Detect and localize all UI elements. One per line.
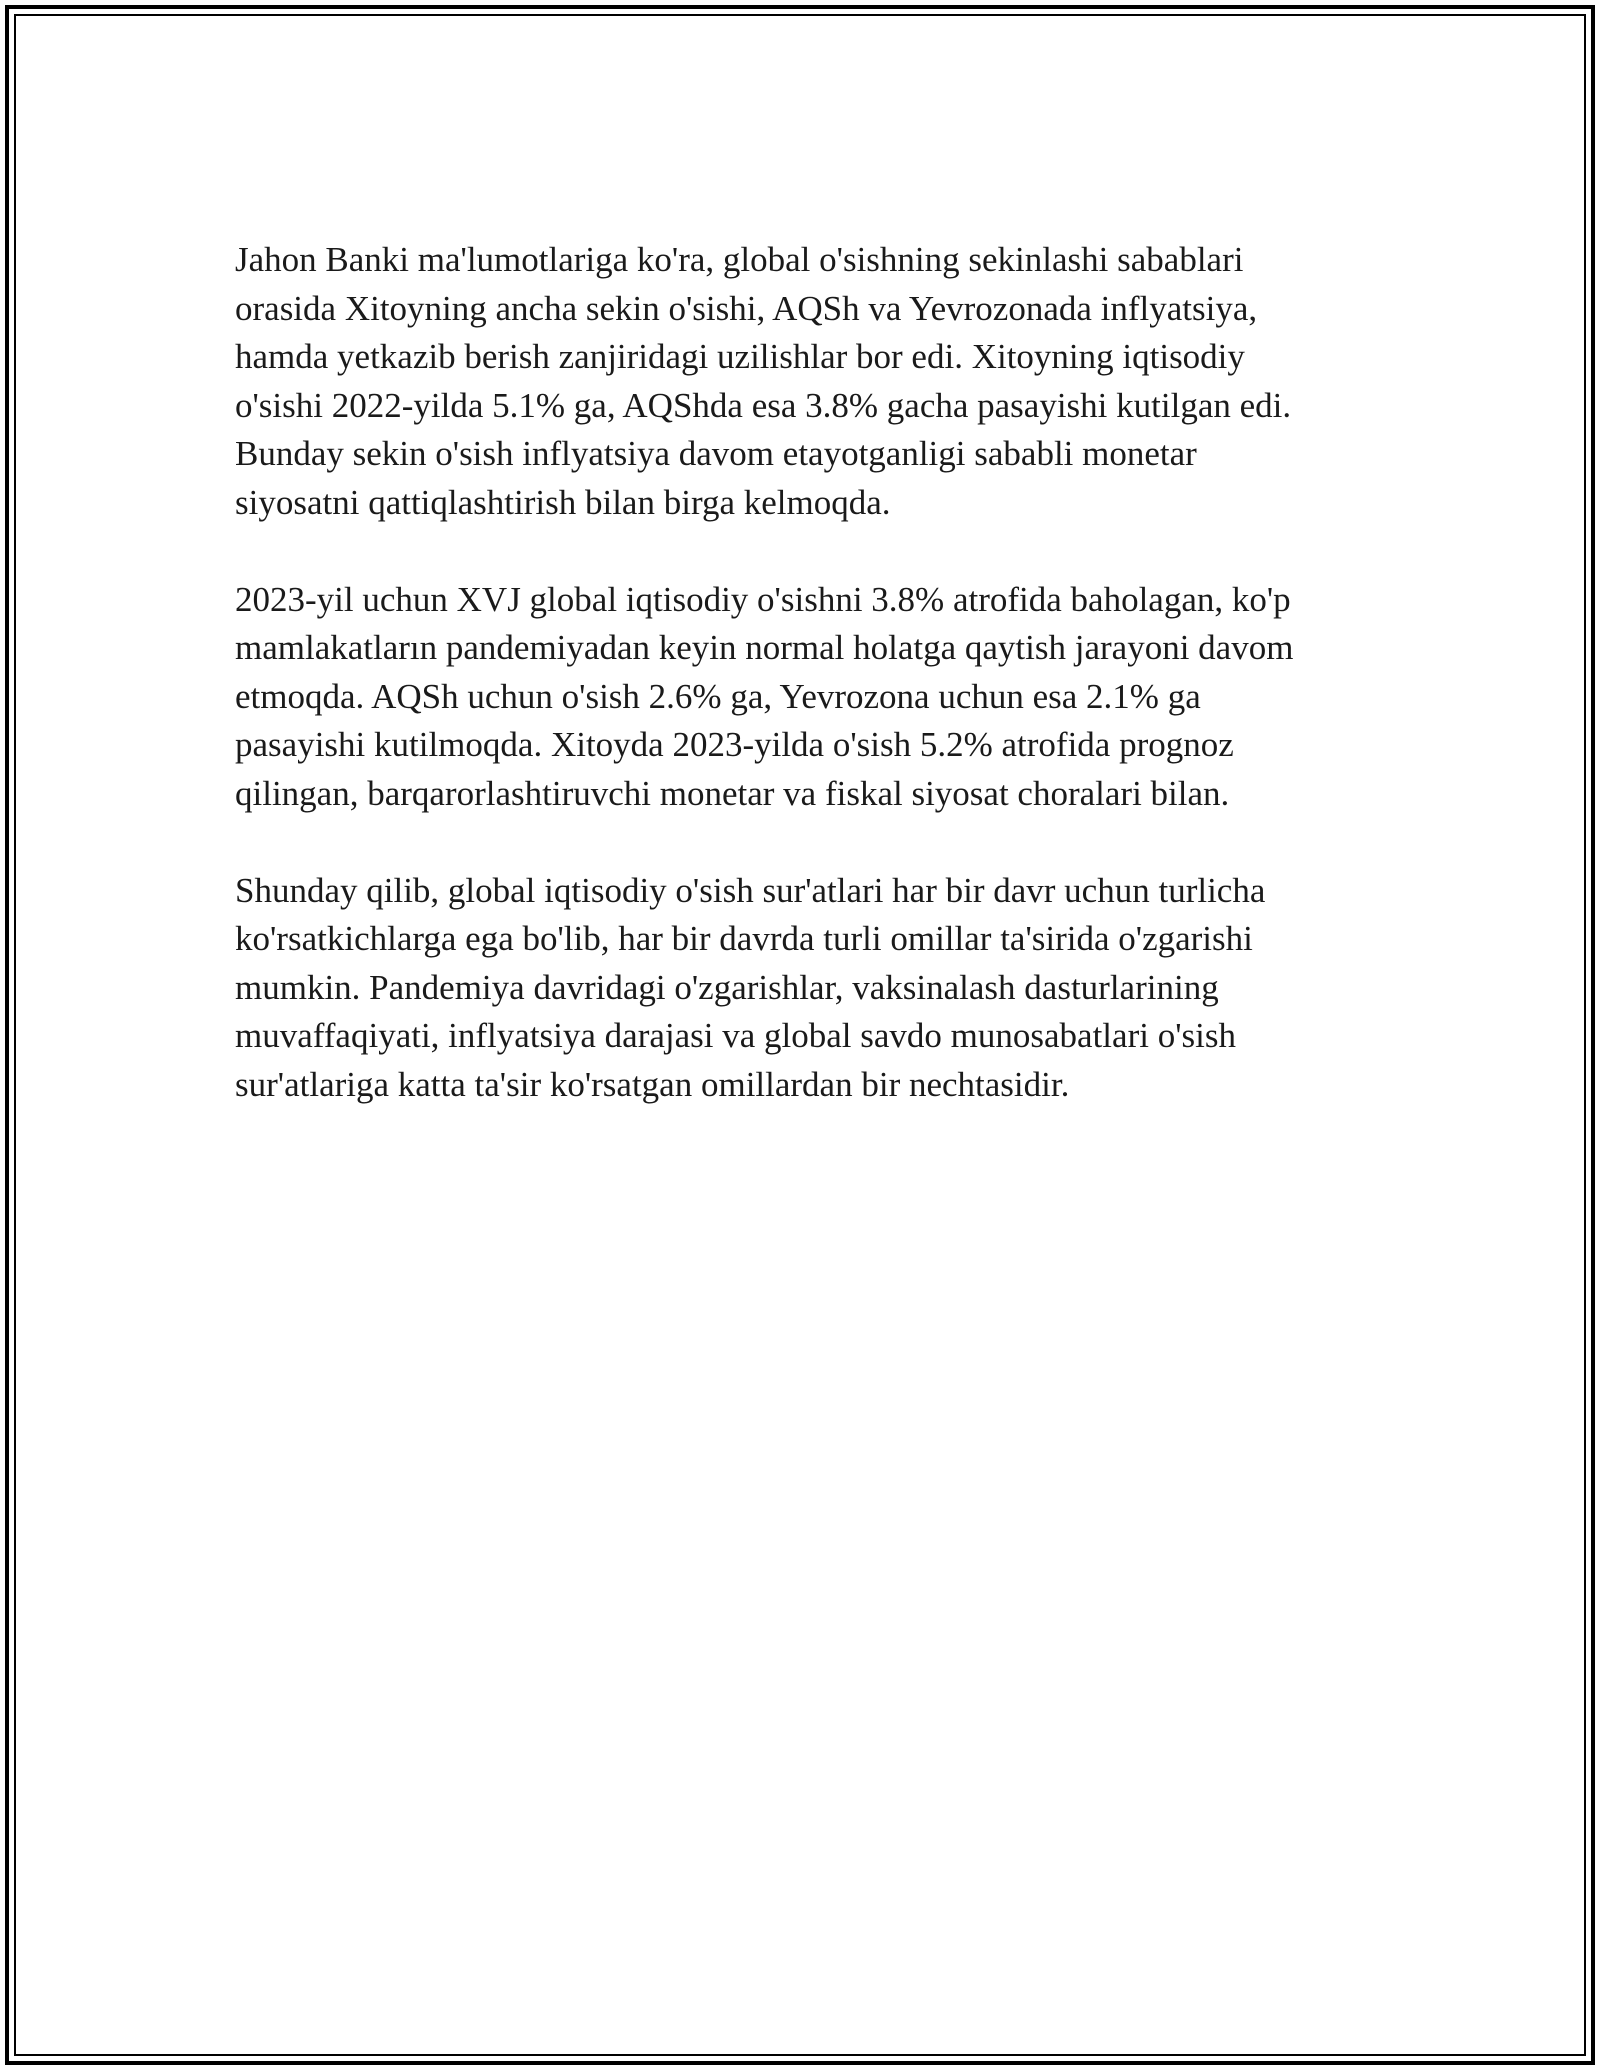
paragraph-2 — [235, 576, 1365, 819]
paragraph-3-line-1: Shunday qilib, global iqtisodiy o'sish sur'atlari har bir davr uchun turlicha — [235, 870, 1266, 910]
paragraph-1-line-1: Jahon Banki ma'lumotlariga ko'ra, global o'sishning sekinlashi sabablari — [235, 240, 1244, 279]
paragraph-1-line-5: Bunday sekin o'sish inflyatsiya davom etayotganligi sababli monetar — [235, 434, 1197, 473]
paragraph-1 — [235, 236, 1365, 527]
document-body — [235, 236, 1365, 1158]
paragraph-3-line-3: mumkin. Pandemiya davridagi o'zgarishlar, vaksinalash dasturlarining — [235, 967, 1219, 1007]
paragraph-1-line-6: siyosatni qattiqlashtirish bilan birga kelmoqda. — [235, 482, 891, 522]
paragraph-1-line-4: o'sishi 2022-yilda 5.1% ga, AQShda esa 3.8% gacha pasayishi kutilgan edi. — [235, 385, 1292, 425]
paragraph-1-line-3: hamda yetkazib berish zanjiridagi uzilishlar bor edi. Xitoyning iqtisodiy — [235, 337, 1245, 376]
paragraph-3 — [235, 867, 1365, 1110]
paragraph-2-line-4: pasayishi kutilmoqda. Xitoyda 2023-yilda o'sish 5.2% atrofida prognoz — [235, 725, 1234, 764]
paragraph-3-line-2: ko'rsatkichlarga ega bo'lib, har bir davrda turli omillar ta'sirida o'zgarishi — [235, 919, 1253, 958]
paragraph-2-line-3: etmoqda. AQSh uchun o'sish 2.6% ga, Yevrozona uchun esa 2.1% ga — [235, 676, 1201, 716]
paragraph-2-line-5: qilingan, barqarorlashtiruvchi monetar va fiskal siyosat choralari bilan. — [235, 773, 1230, 813]
paragraph-2-line-1: 2023-yil uchun XVJ global iqtisodiy o'sishni 3.8% atrofida baholagan, ko'p — [235, 579, 1291, 619]
paragraph-2-line-2: mamlakatların pandemiyadan keyin normal holatga qaytish jarayoni davom — [235, 628, 1294, 667]
paragraph-3-line-5: sur'atlariga katta ta'sir ko'rsatgan omillardan bir nechtasidir. — [235, 1064, 1070, 1104]
paragraph-3-line-4: muvaffaqiyati, inflyatsiya darajasi va global savdo munosabatlari o'sish — [235, 1016, 1236, 1055]
paragraph-1-line-2: orasida Xitoyning ancha sekin o'sishi, AQSh va Yevrozonada inflyatsiya, — [235, 288, 1258, 328]
